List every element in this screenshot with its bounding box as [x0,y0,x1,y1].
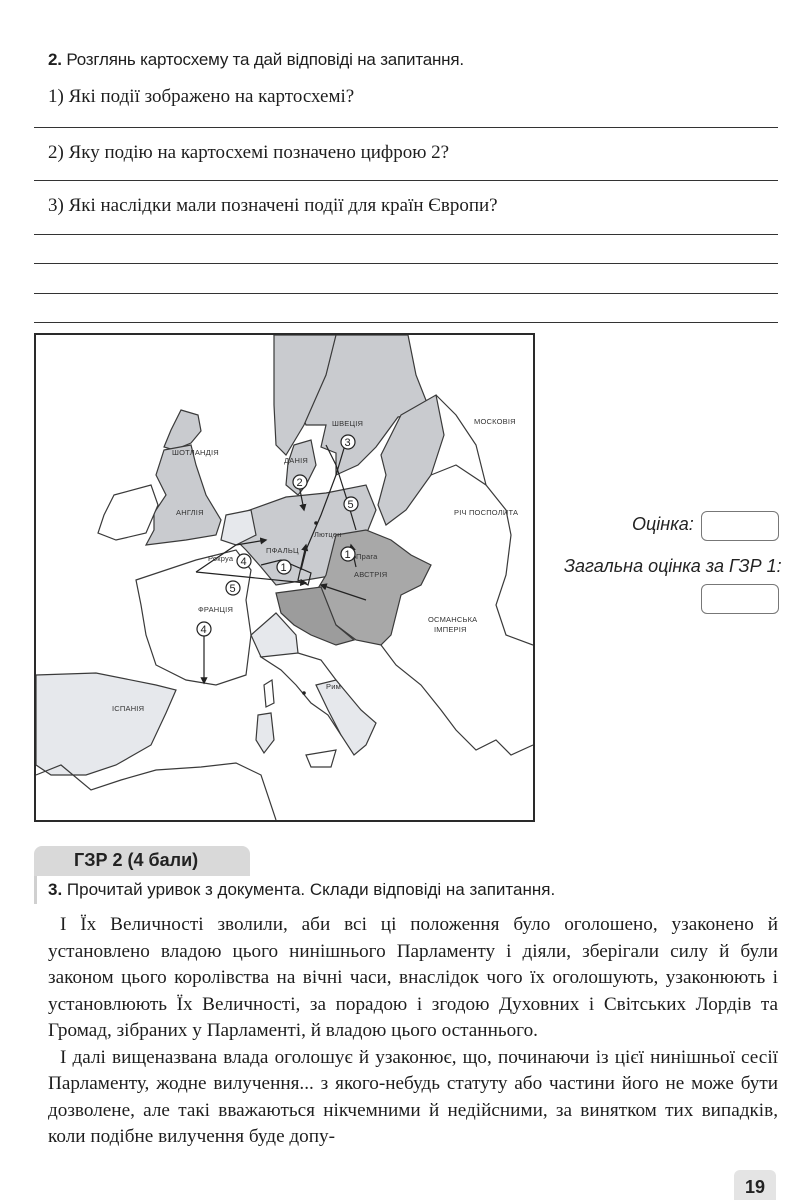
label-prague: Прага [356,552,378,561]
answer-line-4[interactable] [34,263,778,264]
map-svg [36,335,533,820]
region-scotland [164,410,201,450]
label-ottoman-1: ОСМАНСЬКА [428,615,478,624]
section-accent-bar [34,876,37,904]
label-austria: АВСТРІЯ [354,570,388,579]
label-palatinate: ПФАЛЬЦ [266,546,299,555]
answer-line-5[interactable] [34,293,778,294]
marker-2 [293,475,307,489]
task-3-text: Прочитай уривок з документа. Склади відповіді на запитання. [66,880,556,899]
total-grade-input-box[interactable] [701,584,779,614]
grade-label: Оцінка: [632,514,694,534]
label-spain: ІСПАНІЯ [112,704,145,713]
label-scotland: ШОТЛАНДІЯ [172,448,219,457]
label-sweden: ШВЕЦІЯ [332,419,364,428]
task-3-instruction [48,880,555,900]
island-sicily [306,750,336,767]
island-sardinia [256,713,274,753]
city-dot-rome [302,691,306,695]
total-grade-label: Загальна оцінка за ГЗР 1: [564,556,782,576]
task-2-text: Розглянь картосхему та дай відповіді на запитання. [66,50,464,69]
svg-text:4: 4 [240,556,247,568]
label-muscovy: МОСКОВІЯ [474,417,516,426]
svg-text:5: 5 [229,583,236,595]
excerpt-paragraph-2: І далі вищеназвана влада оголошує й узаконює, що, починаючи із цієї нинішньої сесії Парламенту, жодне вилучення... з якого-небудь статуту або частини його не може бути дозволене, але такі вважаються нікчемними й недійсними, за винятком тих випадків, коли подібне вилучення буде допу- [48,1046,778,1147]
marker-5-west [226,581,240,595]
region-spain [36,673,176,775]
label-england: АНГЛІЯ [176,508,204,517]
label-ottoman-2: ІМПЕРІЯ [434,625,467,634]
answer-line-6[interactable] [34,322,778,323]
marker-1-east [341,547,355,561]
svg-text:1: 1 [280,562,287,574]
marker-4-north [237,554,251,568]
question-1: 1) Які події зображено на картосхемі? [48,86,355,107]
svg-text:4: 4 [200,624,207,636]
section-title: ГЗР 2 (4 бали) [74,850,199,870]
section-header [34,846,250,876]
answer-line-1[interactable] [34,127,778,128]
label-denmark: ДАНІЯ [284,456,308,465]
region-france [136,550,251,685]
label-rocroi: Рокруа [208,554,234,563]
answer-line-2[interactable] [34,180,778,181]
svg-text:1: 1 [344,549,351,561]
marker-3 [341,435,355,449]
task-2-instruction [48,50,464,70]
label-lutzen: Лютцен [314,530,342,539]
document-excerpt [48,912,778,1151]
svg-text:2: 2 [296,477,303,489]
question-2: 2) Яку подію на картосхемі позначено цифрою 2? [48,142,450,163]
question-3: 3) Які наслідки мали позначені події для країн Європи? [48,195,498,216]
label-commonwealth: РІЧ ПОСПОЛИТА [454,508,519,517]
grade-input-box[interactable] [701,511,779,541]
svg-text:5: 5 [347,499,354,511]
marker-5-north [344,497,358,511]
task-3-number: 3. [48,880,63,899]
task-2-number: 2. [48,50,62,69]
city-dot-lutzen [314,521,318,525]
svg-text:3: 3 [344,437,351,449]
coast-balkans [381,645,533,755]
region-england [146,445,221,545]
island-corsica [264,680,274,707]
marker-4-south [197,622,211,636]
label-rome: Рим [326,682,341,691]
border-muscovy [436,395,486,485]
answer-line-3[interactable] [34,234,778,235]
page-number: 19 [734,1170,776,1200]
region-ireland [98,485,158,540]
region-naples [316,680,376,755]
excerpt-paragraph-1: І Їх Величності зволили, аби всі ці положення було оголошено, узаконено й установлено владою цього нинішнього Парламенту і діяли, зберігали силу й були законом цього королівства на вічні часи, внаслідок чого їх оголошують, узаконюють і установлюють Їх Величності, за порадою і згодою Духовних і Світських Лордів та Громад, зібраних у Парламенті, й владою цього останнього. [48,914,778,1041]
marker-1-west [277,560,291,574]
map-thirty-years-war [34,333,535,822]
label-france: ФРАНЦІЯ [198,605,234,614]
